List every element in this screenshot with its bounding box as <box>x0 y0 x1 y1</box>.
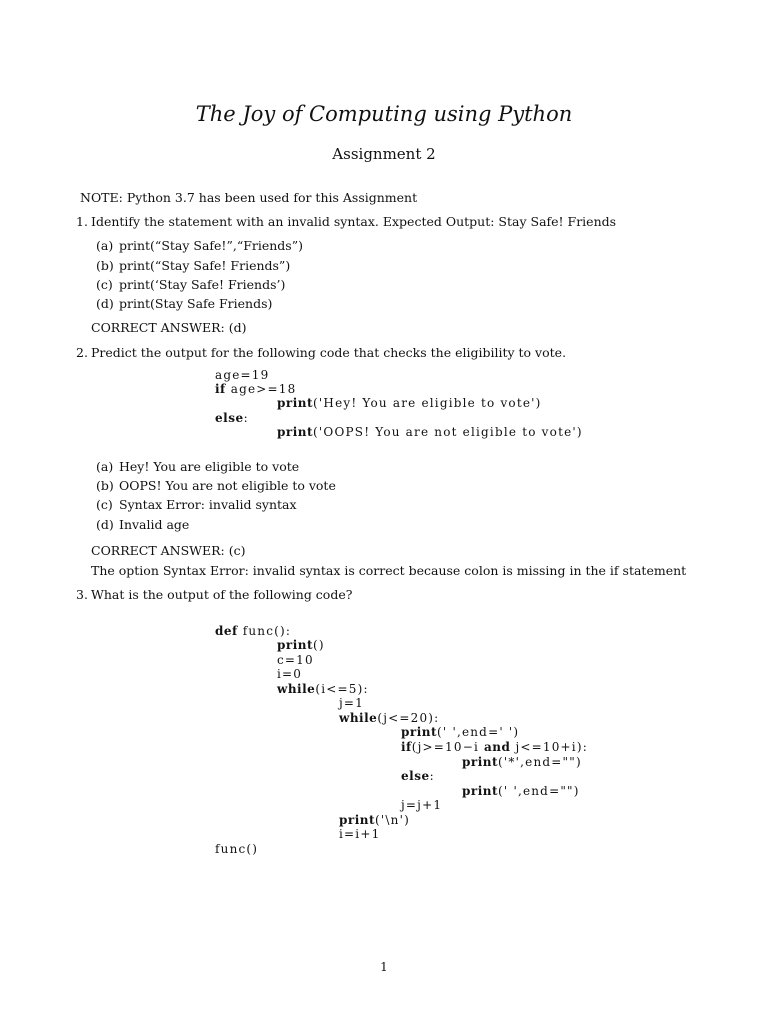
correct-answer: CORRECT ANSWER: (c) <box>91 543 246 558</box>
option-label: (a) <box>96 238 114 253</box>
code-line: print('Hey! You are eligible to vote') <box>277 396 542 410</box>
code-line: else: <box>401 769 435 783</box>
option-label: (a) <box>96 459 114 474</box>
correct-answer: CORRECT ANSWER: (d) <box>91 320 247 335</box>
option-text: OOPS! You are not eligible to vote <box>119 478 336 493</box>
code-line: if age>=18 <box>215 382 297 396</box>
option-label: (d) <box>96 517 114 532</box>
code-line: j=1 <box>339 696 365 710</box>
code-line: print('\n') <box>339 813 410 827</box>
code-line: def func(): <box>215 624 292 638</box>
option-text: Invalid age <box>119 517 190 532</box>
code-line: while(i<=5): <box>277 682 369 696</box>
option-text: Hey! You are eligible to vote <box>119 459 300 474</box>
question-text: What is the output of the following code? <box>91 587 353 602</box>
option-label: (b) <box>96 478 114 493</box>
assignment-subtitle: Assignment 2 <box>332 145 436 163</box>
answer-explanation: The option Syntax Error: invalid syntax is correct because colon is missing in the if statement <box>91 563 687 578</box>
question-number: 1. <box>76 214 88 229</box>
option-label: (c) <box>96 277 113 292</box>
question-text: Identify the statement with an invalid syntax. Expected Output: Stay Safe! Friends <box>91 214 617 229</box>
option-text: print(“Stay Safe! Friends”) <box>119 258 291 273</box>
question-number: 2. <box>76 345 88 360</box>
option-text: print(“Stay Safe!”,“Friends”) <box>119 238 303 253</box>
code-line: if(j>=10−i and j<=10+i): <box>401 740 588 754</box>
code-line: age=19 <box>215 368 270 382</box>
option-label: (c) <box>96 497 113 512</box>
question-number: 3. <box>76 587 88 602</box>
code-line: print(' ',end="") <box>462 784 580 798</box>
code-line: j=j+1 <box>401 798 443 812</box>
page-number: 1 <box>380 960 388 974</box>
option-text: print(‘Stay Safe! Friends’) <box>119 277 286 292</box>
code-line: print('OOPS! You are not eligible to vote') <box>277 425 583 439</box>
question-text: Predict the output for the following code that checks the eligibility to vote. <box>91 345 567 360</box>
code-line: c=10 <box>277 653 314 667</box>
code-line: i=0 <box>277 667 303 681</box>
option-label: (b) <box>96 258 114 273</box>
note-text: NOTE: Python 3.7 has been used for this Assignment <box>80 190 418 205</box>
option-label: (d) <box>96 296 114 311</box>
document-title: The Joy of Computing using Python <box>195 102 573 126</box>
code-line: while(j<=20): <box>339 711 440 725</box>
option-text: Syntax Error: invalid syntax <box>119 497 297 512</box>
code-line: i=i+1 <box>339 827 381 841</box>
code-line: print() <box>277 638 325 652</box>
code-line: else: <box>215 411 249 425</box>
code-line: print(' ',end=' ') <box>401 725 520 739</box>
option-text: print(Stay Safe Friends) <box>119 296 273 311</box>
code-line: print('*',end="") <box>462 755 582 769</box>
code-line: func() <box>215 842 259 856</box>
